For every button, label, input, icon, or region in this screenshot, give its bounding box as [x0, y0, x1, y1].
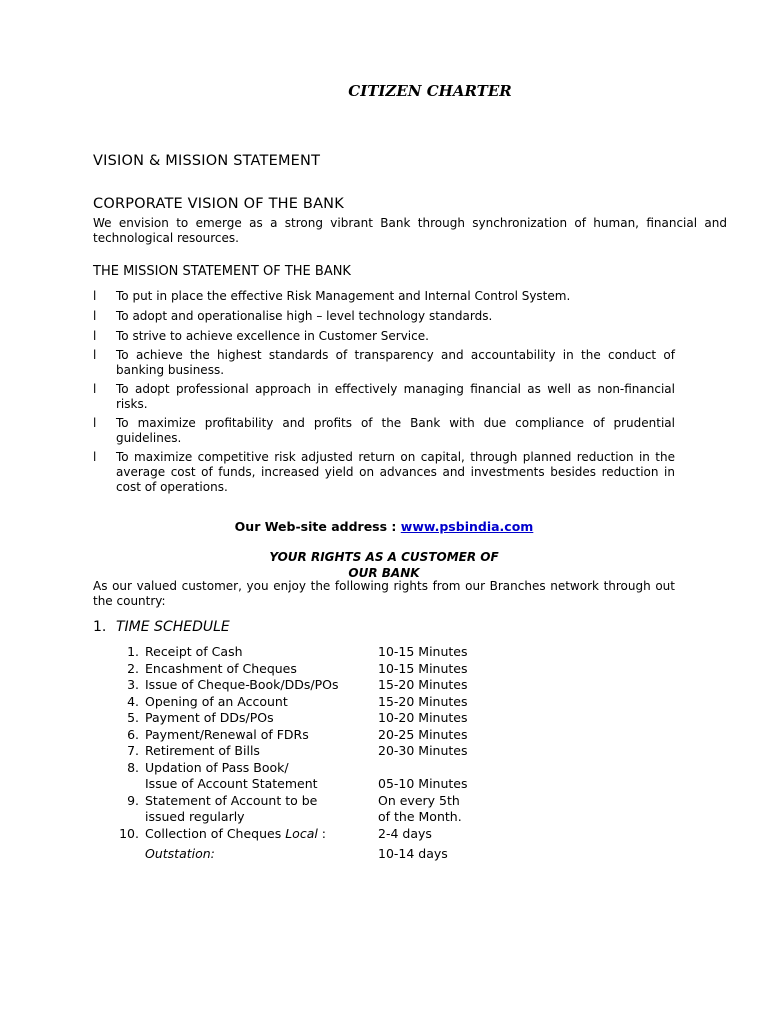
section-number: 1.: [93, 619, 107, 635]
table-row: [93, 644, 593, 661]
local-label: Local: [285, 825, 318, 841]
corporate-vision-heading: CORPORATE VISION OF THE BANK: [93, 196, 344, 212]
row-number: 8.: [127, 759, 139, 775]
row-number: 6.: [127, 726, 139, 742]
bullet-icon: l: [93, 309, 97, 323]
page-title: CITIZEN CHARTER: [348, 82, 512, 100]
table-row: [93, 793, 593, 810]
mission-item-text: To strive to achieve excellence in Customer Service.: [116, 329, 429, 343]
row-time: 20-30 Minutes: [378, 743, 468, 758]
table-row: [93, 661, 593, 678]
mission-list: [93, 289, 675, 495]
row-service: Issue of Account Statement: [145, 776, 318, 791]
row-time: 10-20 Minutes: [378, 710, 468, 725]
mission-item-text: To adopt and operationalise high – level technology standards.: [116, 309, 493, 323]
list-item: [93, 309, 675, 324]
mission-heading: THE MISSION STATEMENT OF THE BANK: [93, 264, 351, 279]
row-number: 4.: [127, 693, 139, 709]
bullet-icon: l: [93, 382, 97, 396]
table-row: [93, 694, 593, 711]
list-item: [93, 289, 675, 304]
row-number: 2.: [127, 660, 139, 676]
row-time: 10-15 Minutes: [378, 660, 468, 676]
section-title: TIME SCHEDULE: [116, 619, 230, 635]
row-time: 2-4 days: [378, 825, 432, 841]
time-schedule-heading: [93, 619, 230, 635]
row-time: On every 5th: [378, 792, 460, 808]
cheques-label: Collection of Cheques: [145, 825, 286, 841]
rights-text: As our valued customer, you enjoy the following rights from our Branches network through out the country:: [93, 579, 675, 608]
list-item: [93, 348, 675, 378]
table-row: [93, 727, 593, 744]
rights-heading: [0, 549, 768, 581]
row-number: 9.: [127, 792, 139, 808]
corporate-vision-text: We envision to emerge as a strong vibrant Bank through synchronization of human, financial and technological resources.: [93, 216, 727, 245]
row-service: Retirement of Bills: [145, 743, 260, 758]
list-item: [93, 329, 675, 344]
row-time: 15-20 Minutes: [378, 693, 468, 709]
row-time: 20-25 Minutes: [378, 726, 468, 742]
bullet-icon: l: [93, 450, 97, 464]
row-service: Opening of an Account: [145, 693, 288, 709]
time-schedule-table: [93, 644, 593, 863]
row-service: [145, 826, 378, 843]
mission-item-text: To maximize profitability and profits of the Bank with due compliance of prudential guidelines.: [116, 416, 675, 445]
table-row: [93, 826, 593, 843]
row-service: Payment of DDs/POs: [145, 710, 274, 725]
table-row: [93, 677, 593, 694]
table-row: [93, 743, 593, 760]
website-label: Our Web-site address :: [234, 519, 401, 534]
bullet-icon: l: [93, 329, 97, 343]
bullet-icon: l: [93, 348, 97, 362]
row-number: 1.: [127, 644, 139, 659]
row-number: 10.: [119, 825, 139, 841]
table-row: [93, 760, 593, 777]
rights-heading-line1: YOUR RIGHTS AS A CUSTOMER OF: [269, 550, 499, 564]
colon: :: [317, 825, 327, 841]
row-number: 5.: [127, 710, 139, 725]
list-item: [93, 416, 675, 446]
row-time: 15-20 Minutes: [378, 677, 468, 692]
row-service: issued regularly: [145, 809, 245, 824]
row-service: Updation of Pass Book/: [145, 759, 289, 775]
mission-item-text: To put in place the effective Risk Management and Internal Control System.: [116, 289, 571, 303]
row-service: Receipt of Cash: [145, 644, 243, 659]
row-number: 3.: [127, 677, 139, 692]
website-line: [0, 519, 768, 534]
row-time: 05-10 Minutes: [378, 776, 468, 791]
row-time: of the Month.: [378, 809, 462, 824]
row-service: Payment/Renewal of FDRs: [145, 726, 309, 742]
table-row: [93, 710, 593, 727]
row-service: Statement of Account to be: [145, 792, 318, 808]
outstation-label: Outstation:: [145, 846, 215, 861]
row-time: [378, 760, 528, 777]
list-item: [93, 382, 675, 412]
table-row-continued: [93, 809, 593, 826]
bullet-icon: l: [93, 416, 97, 430]
row-service: Encashment of Cheques: [145, 660, 297, 676]
mission-item-text: To maximize competitive risk adjusted return on capital, through planned reduction in the average cost of funds, increased yield on advances and investments besides reduction in cost of operations.: [116, 450, 675, 494]
row-time: 10-14 days: [378, 846, 448, 861]
rights-heading-line2: OUR BANK: [348, 566, 420, 580]
row-number: 7.: [127, 743, 139, 758]
table-row-continued: [93, 846, 593, 863]
row-service: Issue of Cheque-Book/DDs/POs: [145, 677, 339, 692]
row-time: 10-15 Minutes: [378, 644, 468, 659]
vision-mission-heading: VISION & MISSION STATEMENT: [93, 153, 321, 169]
table-row-continued: [93, 776, 593, 793]
list-item: [93, 450, 675, 495]
bullet-icon: l: [93, 289, 97, 303]
mission-item-text: To achieve the highest standards of transparency and accountability in the conduct of banking business.: [116, 348, 675, 377]
website-link[interactable]: www.psbindia.com: [400, 519, 534, 534]
mission-item-text: To adopt professional approach in effectively managing financial as well as non-financial risks.: [116, 382, 675, 411]
